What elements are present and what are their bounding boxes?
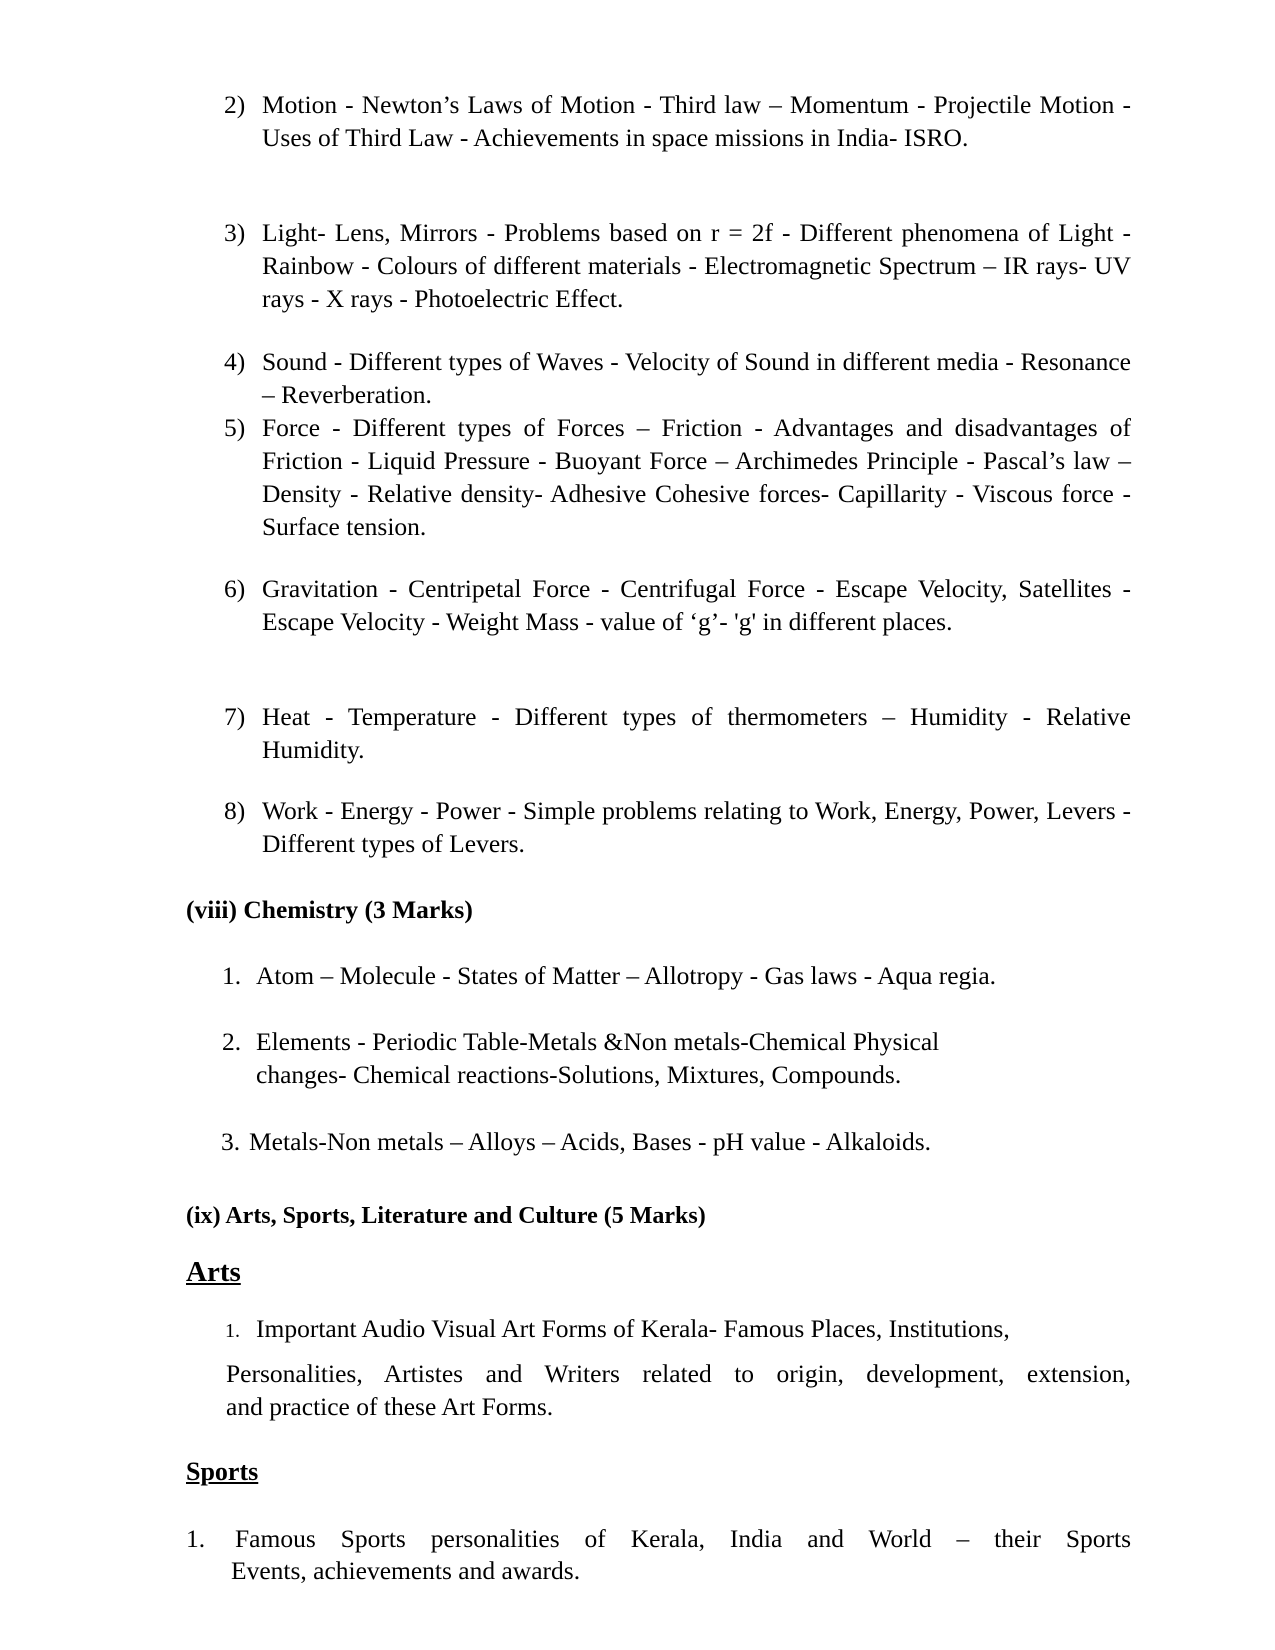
sports-item-text: Events, achievements and awards. [231,1556,581,1585]
chemistry-item [222,1025,241,1058]
arts-title: Arts [186,1256,241,1288]
physics-item [224,794,1131,860]
item-number: 4) [224,347,246,376]
item-text: Work - Energy - Power - Simple problems relating to Work, Energy, Power, Levers - Different types of Levers. [262,796,1131,858]
item-number: 3. [221,1127,241,1156]
chemistry-item-text: Atom – Molecule - States of Matter – Allotropy - Gas laws - Aqua regia. [256,961,997,990]
item-text: Gravitation - Centripetal Force - Centrifugal Force - Escape Velocity, Satellites - Escape Velocity - Weight Mass - value of ‘g’- 'g' in different places. [262,574,1131,636]
sports-title: Sports [186,1457,259,1486]
item-number: 6) [224,574,246,603]
item-text: Motion - Newton’s Laws of Motion - Third law – Momentum - Projectile Motion - Uses of Third Law - Achievements in space missions in India- ISRO. [262,90,1131,152]
physics-item [224,88,1131,154]
arts-item-text: and practice of these Art Forms. [226,1392,554,1421]
item-number: 7) [224,702,246,731]
item-text: Sound - Different types of Waves - Velocity of Sound in different media - Resonance – Reverberation. [262,347,1131,409]
physics-item [224,572,1131,638]
arts-item-number: 1. [225,1320,240,1342]
item-number: 8) [224,796,246,825]
physics-item [224,216,1131,315]
item-number: 2) [224,90,246,119]
item-number: 1. [222,961,242,990]
sports-item-text: Famous Sports personalities of Kerala, India and World – their Sports [235,1524,1131,1553]
item-number: 3) [224,218,246,247]
physics-item [224,411,1131,543]
item-number: 5) [224,413,246,442]
physics-item [224,345,1131,411]
chemistry-heading: (viii) Chemistry (3 Marks) [186,895,473,924]
chemistry-item [222,959,241,992]
item-text: Force - Different types of Forces – Friction - Advantages and disadvantages of Friction - Liquid Pressure - Buoyant Force – Archimedes Principle - Pascal’s law – Density - Relative density- Adhesive Cohesive forces- Capillarity - Viscous force - Surface tension. [262,413,1131,541]
chemistry-item [221,1125,240,1158]
chemistry-item-text: Elements - Periodic Table-Metals &Non metals-Chemical Physical [256,1027,940,1056]
item-number: 2. [222,1027,242,1056]
item-text: Heat - Temperature - Different types of thermometers – Humidity - Relative Humidity. [262,702,1131,764]
arts-item-text: Important Audio Visual Art Forms of Kerala- Famous Places, Institutions, [256,1314,1010,1343]
arts-item-text: Personalities, Artistes and Writers related to origin, development, extension, [226,1359,1131,1388]
sports-item-number: 1. [186,1524,206,1553]
chemistry-item-text: changes- Chemical reactions-Solutions, Mixtures, Compounds. [256,1060,902,1089]
chemistry-item-text: Metals-Non metals – Alloys – Acids, Bases - pH value - Alkaloids. [249,1127,932,1156]
arts-sports-heading: (ix) Arts, Sports, Literature and Culture (5 Marks) [186,1203,706,1229]
item-text: Light- Lens, Mirrors - Problems based on r = 2f - Different phenomena of Light - Rainbow - Colours of different materials - Electromagnetic Spectrum – IR rays- UV rays - X rays - Photoelectric Effect. [262,218,1131,313]
physics-item [224,700,1131,766]
